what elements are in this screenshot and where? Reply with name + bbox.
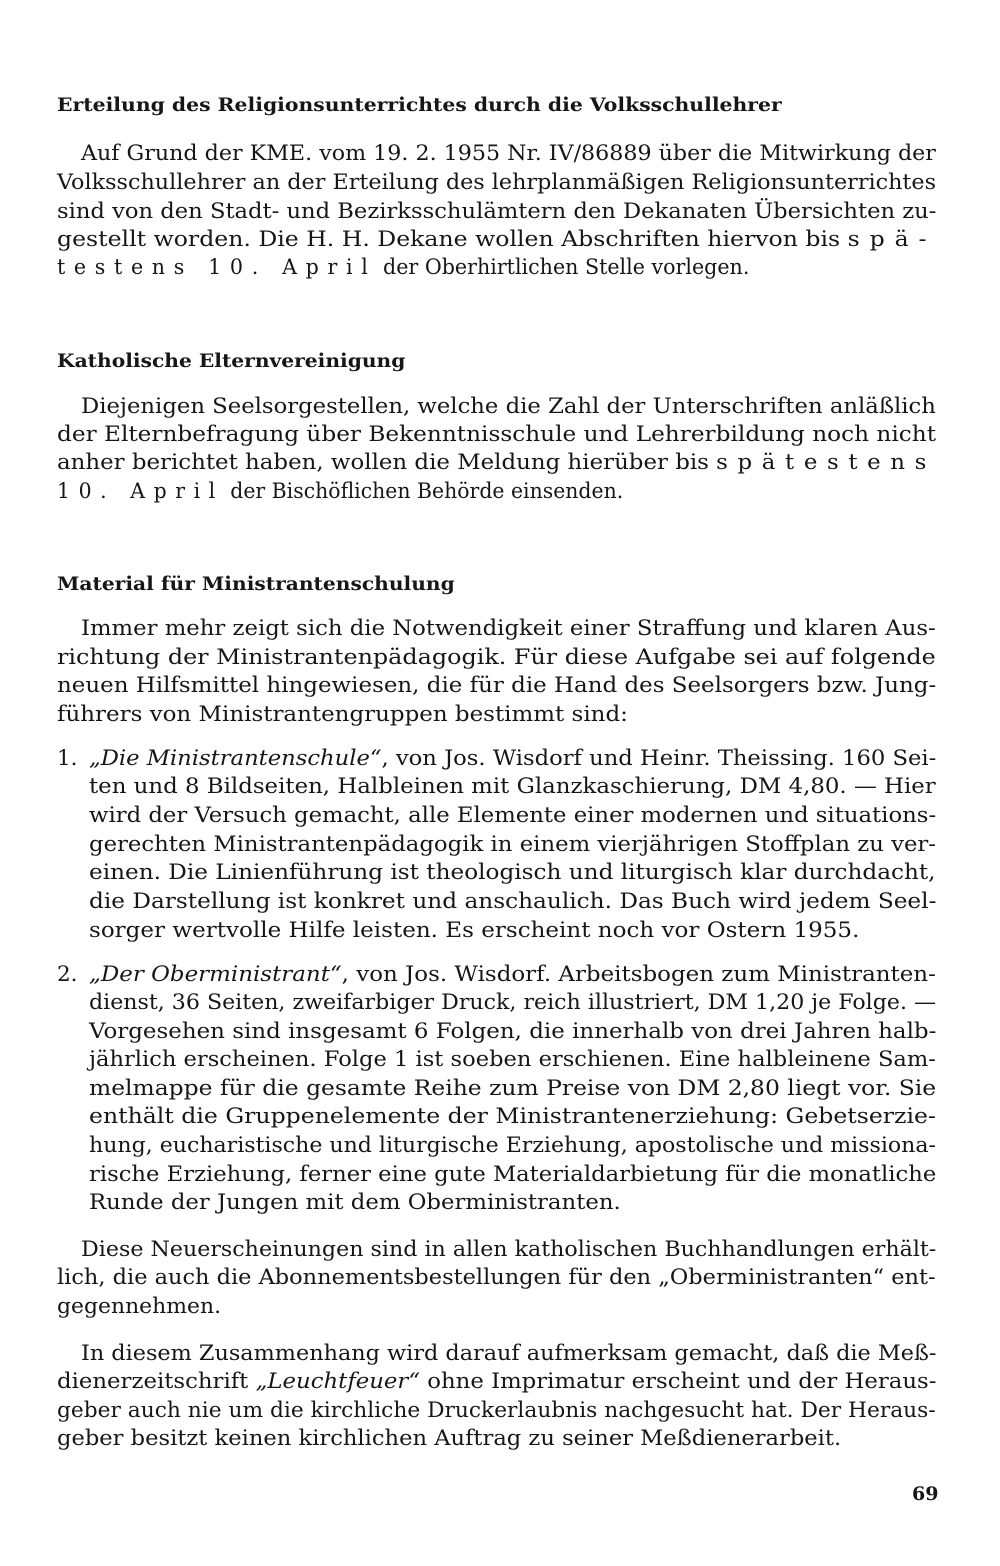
text-run: Vorgesehen sind insgesamt 6 Folgen, die innerhalb von drei Jahren halb- <box>89 1019 937 1044</box>
text-run: 1. <box>57 746 78 771</box>
text-run: die Darstellung ist konkret und anschaulich. Das Buch wird jedem Seel- <box>89 889 937 914</box>
text-line <box>57 1400 936 1422</box>
text-line <box>89 805 936 827</box>
text-line <box>57 172 936 194</box>
page-number: 69 <box>912 1483 939 1505</box>
text-line <box>89 1049 936 1071</box>
text-line <box>57 257 749 279</box>
text-run: Runde der Jungen mit dem Oberministranten. <box>89 1190 621 1215</box>
text-line <box>57 424 936 446</box>
text-line <box>89 834 936 856</box>
text-line <box>89 891 936 913</box>
text-run: Volksschullehrer an der Erteilung des lehrplanmäßigen Religionsunterrichtes <box>57 170 937 195</box>
text-line <box>89 964 936 986</box>
text-line <box>57 675 936 697</box>
text-run: anher berichtet haben, wollen die Meldung hierüber bis <box>57 450 717 475</box>
text-line <box>89 1021 936 1043</box>
text-run: melmappe für die gesamte Reihe zum Preise von DM 2,80 liegt vor. Sie <box>89 1076 937 1101</box>
text-run: enthält die Gruppenelemente der Ministrantenerziehung: Gebetserzie- <box>89 1104 936 1129</box>
text-run: , von Jos. Wisdorf. Arbeitsbogen zum Ministranten- <box>341 962 936 987</box>
text-line <box>89 920 859 942</box>
text-run: In diesem Zusammenhang wird darauf aufmerksam gemacht, daß die Meß- <box>81 1341 937 1366</box>
text-line <box>57 1296 221 1318</box>
text-run: Diese Neuerscheinungen sind in allen katholischen Buchhandlungen erhält- <box>81 1237 937 1262</box>
text-run: , von Jos. Wisdorf und Heinr. Theissing. 160 Sei- <box>381 746 937 771</box>
text-line <box>57 1267 936 1289</box>
text-line <box>89 862 936 884</box>
text-run: einen. Die Linienführung ist theologisch und liturgisch klar durchdacht, <box>89 860 936 885</box>
text-line <box>57 704 628 726</box>
text-run: hung, eucharistische und liturgische Erziehung, apostolische und missiona- <box>89 1133 936 1158</box>
italic-title: „Der Oberministrant“ <box>89 962 342 987</box>
italic-title: „Leuchtfeuer“ <box>255 1369 420 1394</box>
text-run: der Bischöflichen Behörde einsenden. <box>223 479 624 504</box>
text-run: gegennehmen. <box>57 1294 222 1319</box>
text-line <box>57 481 623 503</box>
text-line <box>89 992 936 1014</box>
text-line <box>57 201 936 223</box>
text-run: geber auch nie um die kirchliche Druckerlaubnis nachgesucht hat. Der Heraus- <box>57 1398 936 1423</box>
text-line <box>81 618 936 640</box>
text-run: gerechten Ministrantenpädagogik in einem vierjährigen Stoffplan zu ver- <box>89 832 937 857</box>
spaced-emphasis: spä- <box>847 227 937 252</box>
text-line <box>89 1164 936 1186</box>
text-line <box>57 964 78 986</box>
text-run: sorger wertvolle Hilfe leisten. Es erscheint noch vor Ostern 1955. <box>89 918 860 943</box>
text-line <box>89 1135 936 1157</box>
text-run: der Elternbefragung über Bekenntnisschule und Lehrerbildung noch nicht <box>57 422 937 447</box>
text-run: Diejenigen Seelsorgestellen, welche die Zahl der Unterschriften anläßlich <box>81 394 936 419</box>
text-line <box>89 1192 621 1214</box>
spaced-emphasis: testens 10. April <box>57 255 377 280</box>
section-heading: Erteilung des Religionsunterrichtes durch die Volksschullehrer <box>57 94 782 116</box>
text-run: dienst, 36 Seiten, zweifarbiger Druck, reich illustriert, DM 1,20 je Folge. — <box>89 990 937 1015</box>
text-line <box>81 1343 936 1365</box>
section-heading: Katholische Elternvereinigung <box>57 350 406 372</box>
text-line <box>81 1239 936 1261</box>
text-line <box>57 1428 841 1450</box>
text-run: sind von den Stadt- und Bezirksschulämtern den Dekanaten Übersichten zu- <box>57 199 937 224</box>
text-run: lich, die auch die Abonnementsbestellungen für den „Oberministranten“ ent- <box>57 1265 936 1290</box>
text-line <box>57 452 936 474</box>
spaced-emphasis: spätestens <box>716 450 936 475</box>
text-run: neuen Hilfsmittel hingewiesen, die für die Hand des Seelsorgers bzw. Jung- <box>57 673 937 698</box>
text-run: 2. <box>57 962 78 987</box>
spaced-emphasis: 10. April <box>57 479 224 504</box>
text-line <box>57 748 78 770</box>
text-line <box>57 647 936 669</box>
text-run: wird der Versuch gemacht, alle Elemente einer modernen und situations- <box>89 803 937 828</box>
text-run: geber besitzt keinen kirchlichen Auftrag zu seiner Meßdienerarbeit. <box>57 1426 842 1451</box>
text-run: ohne Imprimatur erscheint und der Heraus- <box>419 1369 937 1394</box>
text-run: Auf Grund der KME. vom 19. 2. 1955 Nr. IV/86889 über die Mitwirkung der <box>81 141 936 166</box>
italic-title: „Die Ministrantenschule“ <box>89 746 382 771</box>
text-line <box>89 748 936 770</box>
text-line <box>89 1078 936 1100</box>
text-line <box>81 143 936 165</box>
text-run: ten und 8 Bildseiten, Halbleinen mit Glanzkaschierung, DM 4,80. — Hier <box>89 774 936 799</box>
text-run: der Oberhirtlichen Stelle vorlegen. <box>376 255 750 280</box>
text-run: jährlich erscheinen. Folge 1 ist soeben erschienen. Eine halbleinene Sam- <box>89 1047 936 1072</box>
text-run: richtung der Ministrantenpädagogik. Für diese Aufgabe sei auf folgende <box>57 645 936 670</box>
text-run: gestellt worden. Die H. H. Dekane wollen Abschriften hiervon bis <box>57 227 848 252</box>
text-line <box>89 776 936 798</box>
text-run: Immer mehr zeigt sich die Notwendigkeit einer Straffung und klaren Aus- <box>81 616 936 641</box>
text-line <box>81 396 936 418</box>
text-line <box>57 229 936 251</box>
text-run: führers von Ministrantengruppen bestimmt sind: <box>57 702 628 727</box>
section-heading: Material für Ministrantenschulung <box>57 573 455 595</box>
text-run: dienerzeitschrift <box>57 1369 256 1394</box>
text-line <box>57 1371 936 1393</box>
text-line <box>89 1106 936 1128</box>
text-run: rische Erziehung, ferner eine gute Materialdarbietung für die monatliche <box>89 1162 937 1187</box>
